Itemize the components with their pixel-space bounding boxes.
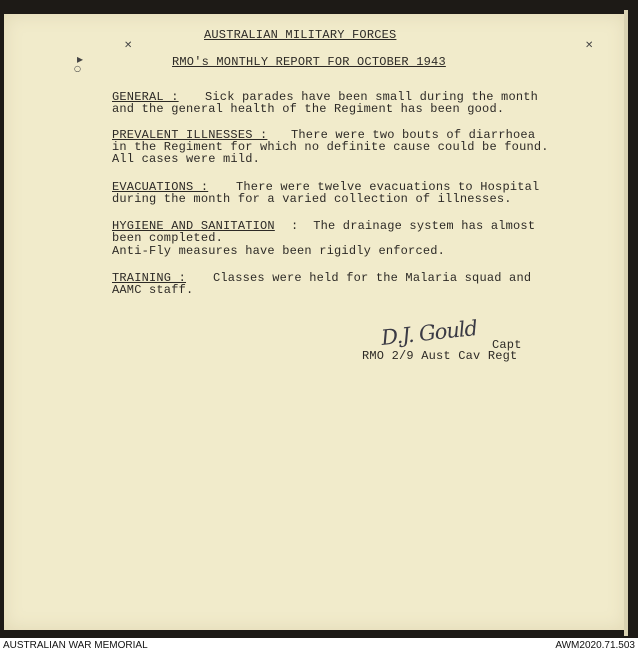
section-label-prevalent-illnesses: PREVALENT ILLNESSES : [112, 128, 268, 142]
signature-unit: RMO 2/9 Aust Cav Regt [362, 349, 518, 363]
section-line: been completed. [112, 231, 224, 245]
section-line: in the Regiment for which no definite cause could be found. [112, 140, 549, 154]
section-line: : The drainage system has almost [291, 219, 536, 233]
document-title: AUSTRALIAN MILITARY FORCES [204, 28, 397, 42]
section-line: Anti-Fly measures have been rigidly enforced. [112, 244, 446, 258]
section-line: There were two bouts of diarrhoea [291, 128, 536, 142]
paper-edge [624, 10, 628, 636]
section-label-evacuations: EVACUATIONS : [112, 180, 209, 194]
punch-mark: ○ [74, 64, 81, 73]
handwritten-signature: D.J. Gould [380, 316, 479, 350]
section-line: and the general health of the Regiment has been good. [112, 102, 505, 116]
section-line: Sick parades have been small during the month [205, 90, 539, 104]
section-label-training: TRAINING : [112, 271, 187, 285]
section-line: All cases were mild. [112, 152, 261, 166]
signature-rank: Capt [492, 338, 522, 352]
section-line: during the month for a varied collection of illnesses. [112, 192, 512, 206]
section-line: Classes were held for the Malaria squad and [213, 271, 532, 285]
pin-mark: ✕ [124, 40, 133, 51]
section-line: AAMC staff. [112, 283, 194, 297]
footer-institution: AUSTRALIAN WAR MEMORIAL [3, 640, 148, 651]
pin-mark: ✕ [585, 40, 594, 51]
footer-accession-number: AWM2020.71.503 [555, 640, 635, 651]
section-label-general: GENERAL : [112, 90, 179, 104]
section-line: There were twelve evacuations to Hospital [236, 180, 540, 194]
section-label-hygiene-and-sanitation: HYGIENE AND SANITATION [112, 219, 275, 233]
document-subtitle: RMO's MONTHLY REPORT FOR OCTOBER 1943 [172, 55, 446, 69]
ink-mark: ▸ [77, 52, 84, 66]
